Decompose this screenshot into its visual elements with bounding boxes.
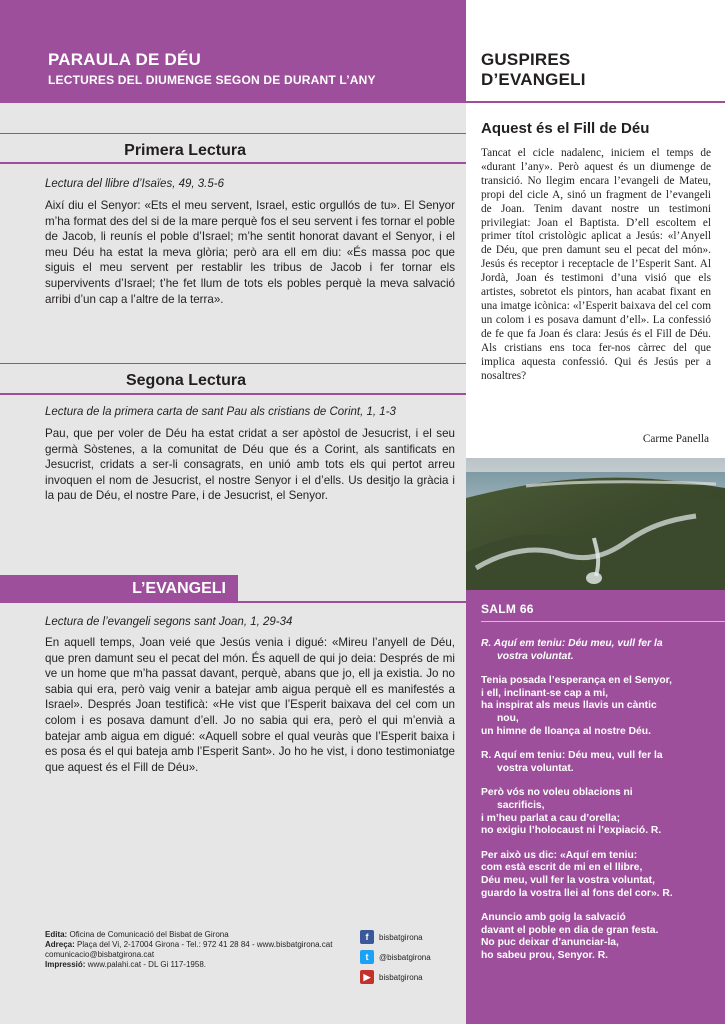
primera-lectura-text: Així diu el Senyor: «Ets el meu servent, Israel, estic orgullós de tu». El Senyor m’ha format des del si de la mare perquè fos el seu servent i fes tornar el poble de Jacob, li reunís el poble d’Israel; m’he sentit honorat davant el Senyor, i el meu Déu ha estat la meva glòria; però ara ell em diu: «És massa poc que siguis el meu servent per restablir les tribus de Jacob i fer tornar els supervivents d’Israel; t’he fet llum de tots els pobles perquè la meva salvació arribi d’un cap a l’altre de la terra». — [45, 199, 455, 306]
salm-line: un himne de lloança al nostre Déu. — [481, 725, 651, 737]
youtube-link[interactable]: ▶ bisbatgirona — [360, 968, 460, 986]
salm-line: com està escrit de mi en el llibre, — [481, 862, 643, 874]
guspires-heading-line1: GUSPIRES — [481, 50, 571, 69]
salm-line: Tenia posada l’esperança en el Senyor, — [481, 675, 672, 687]
salm-stanza — [481, 912, 717, 962]
evangeli-heading — [0, 575, 238, 603]
salm-line: i m’heu parlat a cau d’orella; — [481, 812, 621, 824]
salm-line: sacrificis, — [497, 799, 545, 811]
header-banner — [0, 0, 466, 103]
salm-text — [481, 638, 717, 974]
page-title: PARAULA DE DÉU — [48, 50, 201, 69]
evangeli-title: L’EVANGELI — [132, 580, 226, 597]
salm-line: vostra voluntat. — [497, 762, 574, 774]
salm-line: Per això us dic: «Aquí em teniu: — [481, 849, 638, 861]
salm-line: R. Aquí em teniu: Déu meu, vull fer la — [481, 750, 663, 762]
facebook-icon: f — [360, 930, 374, 944]
salm-line: R. Aquí em teniu: Déu meu, vull fer la — [481, 638, 663, 649]
salm-line: nou, — [497, 712, 519, 724]
social-links — [360, 928, 460, 988]
segona-lectura-title: Segona Lectura — [125, 372, 246, 389]
address: Plaça del Vi, 2-17004 Girona - Tel.: 972 41 28 84 - www.bisbatgirona.cat — [77, 940, 333, 949]
guspires-header — [466, 0, 725, 103]
landscape-photo — [466, 458, 725, 590]
primera-lectura-reference: Lectura del llibre d’Isaïes, 49, 3.5-6 — [45, 178, 224, 190]
salm-line: ho sabeu prou, Senyor. R. — [481, 949, 609, 961]
guspires-heading-line2: D’EVANGELI — [481, 70, 586, 89]
salm-line: Però vós no voleu oblacions ni — [481, 787, 633, 799]
salm-stanza — [481, 850, 717, 900]
divider — [0, 133, 466, 134]
salm-title: SALM 66 — [481, 602, 534, 616]
salm-line: Anuncio amb goig la salvació — [481, 912, 626, 924]
salm-stanza — [481, 638, 717, 663]
divider — [0, 393, 466, 395]
twitter-icon: t — [360, 950, 374, 964]
salm-line: Déu meu, vull fer la vostra voluntat, — [481, 874, 655, 886]
guspires-text: Tancat el cicle nadalenc, iniciem el temps de «durant l’any». Però aquest és un diumenge de transició. No llegim encara l’evangeli de Mateu, propi del cicle A, sinó un fragment de l’evangeli de Joan. Tenim davant nostre un testimoni privilegiat: Joan el Baptista. D’ell escoltem el primer títol cristològic aplicat a Jesús: «l’Anyell de Déu, que pren damunt seu el pecat del món». Jesús és receptor i receptacle de l’Esperit Sant. Al Jordà, Joan és testimoni d’una visió que els artistes, sobretot els pintors, han acabat fixant en una imatge icònica: «l’Esperit baixava del cel com un colom i es posava damunt d’ell». La confessió de fe que fa Joan és clara: Jesús és el Fill de Déu. Als cristians ens toca fer-nos càrrec del que implica aquesta confessió. Qui és Jesús per a nosaltres? — [481, 147, 711, 382]
right-column — [466, 0, 725, 1024]
segona-lectura-text: Pau, que per voler de Déu ha estat cridat a ser apòstol de Jesucrist, i el seu germà Sòstenes, a la comunitat de Déu que és a Corint, als santificats en Jesucrist, cridats a ser-li consagrats, en unió amb tots els qui pertot arreu invoquen el nom de Jesucrist, el nostre Senyor i el d’ells. Us desitjo la gràcia i la pau de Déu, el nostre Pare, i de Jesucrist, el Senyor. — [45, 427, 455, 503]
guspires-title: Aquest és el Fill de Déu — [481, 120, 650, 137]
salm-line: no exigiu l’holocaust ni l’expiació. R. — [481, 825, 662, 837]
youtube-icon: ▶ — [360, 970, 374, 984]
divider — [0, 601, 466, 603]
divider — [481, 621, 725, 622]
twitter-link[interactable]: t @bisbatgirona — [360, 948, 460, 966]
salm-panel — [466, 590, 725, 1024]
evangeli-text: En aquell temps, Joan veié que Jesús venia i digué: «Mireu l’anyell de Déu, que pren damunt seu el pecat del món. És aquell de qui jo deia: Després de mi ve un home que m’ha passat davant, perquè, abans que jo, ell ja existia. Jo no sabia qui era, però vaig venir a batejar amb aigua perquè ell es manifestés a Israel». Després Joan testificà: «He vist que l’Esperit baixava del cel com un colom i es posava damunt d’ell. Jo no sabia qui era, però el qui m’envià a batejar amb aigua em digué: «Aquell sobre el qual veuràs que l’Esperit baixa i es posa és el qui bateja amb l’Esperit Sant». Jo ho he vist, i dono testimoniatge que aquest és el Fill de Déu». — [45, 636, 455, 774]
email-link[interactable]: comunicacio@bisbatgirona.cat — [45, 950, 155, 959]
footer-credits: Edita: Oficina de Comunicació del Bisbat de Girona Adreça: Plaça del Vi, 2-17004 Girona - Tel.: 972 41 28 84 - www.bisbatgirona.cat comunicacio@bisbatgirona.cat Impressió: www.palahi.cat - DL Gi 117-1958. — [45, 930, 365, 970]
page-subtitle: LECTURES DEL DIUMENGE SEGON DE DURANT L’ANY — [48, 73, 376, 87]
salm-stanza — [481, 750, 717, 775]
segona-lectura-reference: Lectura de la primera carta de sant Pau als cristians de Corint, 1, 1-3 — [45, 406, 396, 418]
salm-line: vostra voluntat. — [497, 650, 574, 662]
salm-line: i ell, inclinant-se cap a mi, — [481, 687, 609, 699]
salm-line: ha inspirat als meus llavis un càntic — [481, 700, 657, 712]
salm-stanza — [481, 787, 717, 837]
divider — [0, 162, 466, 164]
evangeli-reference: Lectura de l’evangeli segons sant Joan, 1, 29-34 — [45, 616, 293, 628]
facebook-link[interactable]: f bisbatgirona — [360, 928, 460, 946]
printer: www.palahi.cat - DL Gi 117-1958. — [87, 960, 206, 969]
coastal-landscape-image — [466, 458, 725, 590]
salm-line: No puc deixar d’anunciar-la, — [481, 937, 619, 949]
guspires-author: Carme Panella — [642, 433, 709, 445]
publisher: Oficina de Comunicació del Bisbat de Girona — [69, 930, 229, 939]
salm-stanza — [481, 675, 717, 738]
segona-lectura-heading — [0, 364, 466, 396]
salm-line: davant el poble en dia de gran festa. — [481, 924, 659, 936]
primera-lectura-title: Primera Lectura — [124, 142, 246, 159]
salm-line: guardo la vostra llei al fons del cor». R. — [481, 887, 673, 899]
